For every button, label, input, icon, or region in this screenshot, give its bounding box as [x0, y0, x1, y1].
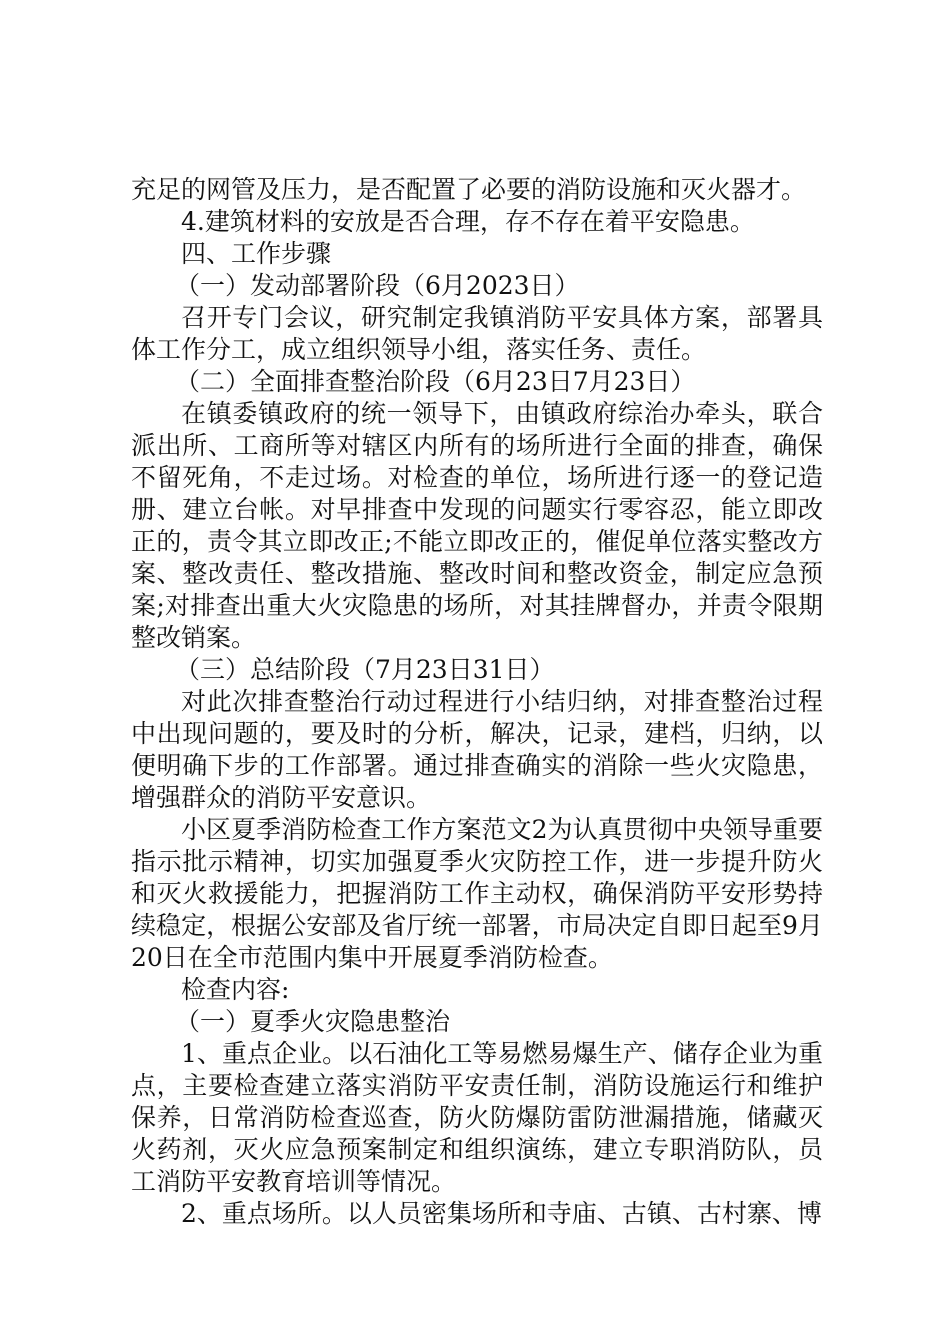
subheading-phase-1: （一）发动部署阶段（6月2023日）: [175, 271, 580, 300]
paragraph-continuation: 充足的网管及压力，是否配置了必要的消防设施和灭火器才。: [131, 175, 807, 204]
subheading-phase-2: （二）全面排查整治阶段（6月23日7月23日）: [175, 367, 696, 396]
section-heading-steps: 四、工作步骤: [181, 239, 332, 268]
subheading-summer-hazards: （一）夏季火灾隐患整治: [175, 1007, 451, 1036]
heading-check-content: 检查内容:: [181, 975, 290, 1004]
paragraph-key-enterprises: 1、重点企业。以石油化工等易燃易爆生产、储存企业为重点，主要检查建立落实消防平安责任制，消防设施运行和维护保养，日常消防检查巡查，防火防爆防雷防泄漏措施，储藏灭火药剂，灭火应急预案制定和组织演练，建立专职消防队，员工消防平安教育培训等情况。: [131, 1039, 823, 1196]
paragraph-sample-2: 小区夏季消防检查工作方案范文2为认真贯彻中央领导重要指示批示精神，切实加强夏季火灾防控工作，进一步提升防火和灭火救援能力，把握消防工作主动权，确保消防平安形势持续稳定，根据公安部及省厅统一部署，市局决定自即日起至9月20日在全市范围内集中开展夏季消防检查。: [131, 815, 823, 972]
paragraph-key-venues: 2、重点场所。以人员密集场所和寺庙、古镇、古村寨、博: [181, 1199, 822, 1228]
paragraph-phase-3: 对此次排查整治行动过程进行小结归纳，对排查整治过程中出现问题的，要及时的分析，解决，记录，建档，归纳，以便明确下步的工作部署。通过排查确实的消除一些火灾隐患，增强群众的消防平安意识。: [131, 687, 823, 812]
document-body: [131, 174, 823, 1230]
paragraph-phase-2: 在镇委镇政府的统一领导下，由镇政府综治办牵头，联合派出所、工商所等对辖区内所有的场所进行全面的排查，确保不留死角，不走过场。对检查的单位，场所进行逐一的登记造册、建立台帐。对早排查中发现的问题实行零容忍，能立即改正的，责令其立即改正;不能立即改正的，催促单位落实整改方案、整改责任、整改措施、整改时间和整改资金，制定应急预案;对排查出重大火灾隐患的场所，对其挂牌督办，并责令限期整改销案。: [131, 399, 823, 652]
paragraph-phase-1: 召开专门会议，研究制定我镇消防平安具体方案，部署具体工作分工，成立组织领导小组，落实任务、责任。: [131, 303, 823, 364]
paragraph-item-4: 4.建筑材料的安放是否合理，存不存在着平安隐患。: [181, 207, 755, 236]
subheading-phase-3: （三）总结阶段（7月23日31日）: [175, 655, 555, 684]
